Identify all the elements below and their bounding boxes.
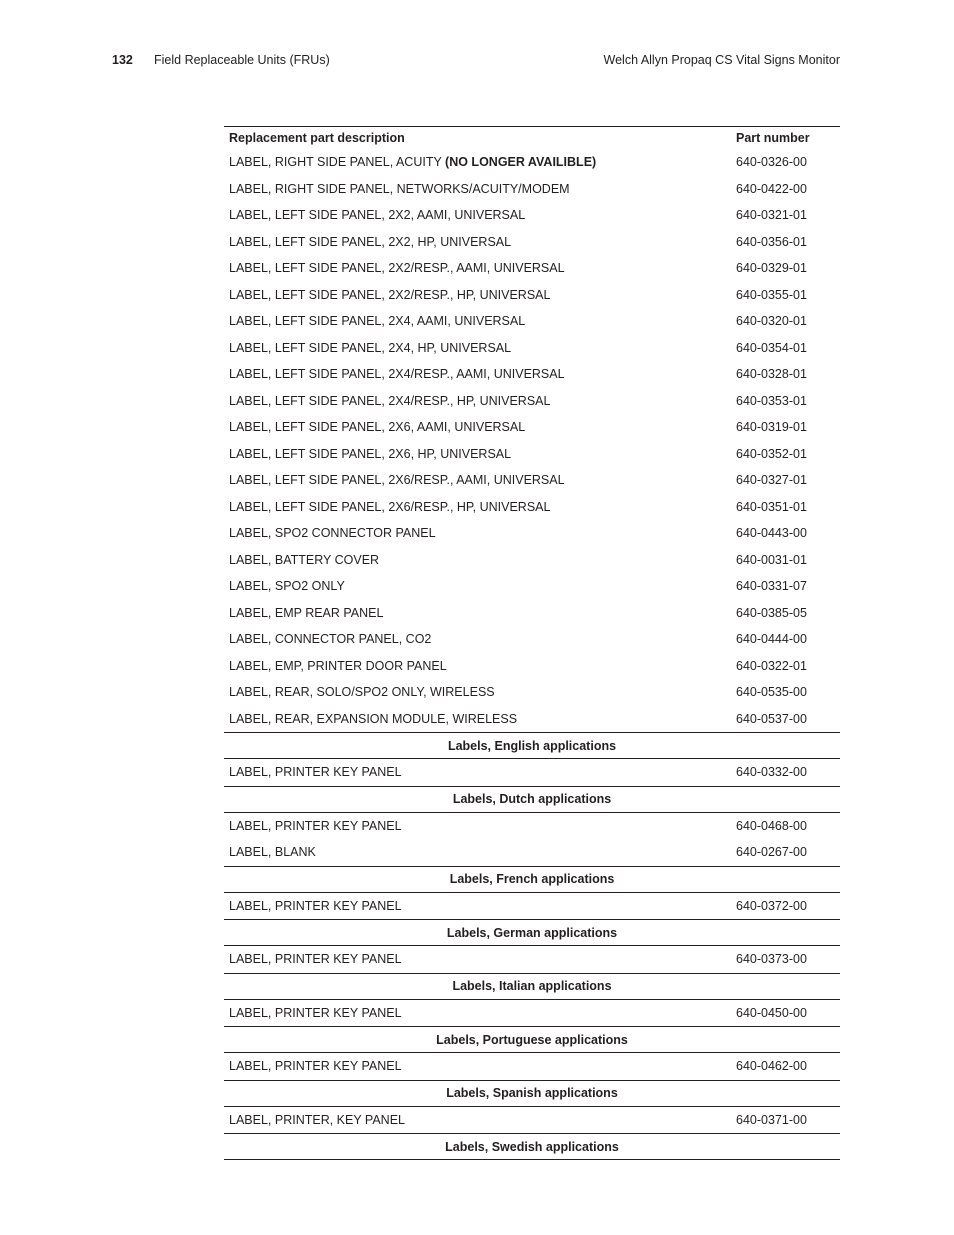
table-row (224, 414, 840, 441)
description-text: LABEL, SPO2 ONLY (229, 579, 345, 594)
part-description (224, 341, 732, 355)
part-description (224, 394, 732, 408)
part-number: 640-0422-00 (736, 181, 807, 196)
table-row (224, 441, 840, 468)
part-description (224, 235, 732, 249)
part-description (224, 500, 732, 514)
language-group (224, 1080, 840, 1134)
table-row (224, 679, 840, 706)
language-group (224, 919, 840, 973)
group-heading: Labels, Swedish applications (224, 1134, 840, 1160)
table-row (224, 308, 840, 335)
column-header-description: Replacement part description (229, 131, 405, 145)
description-text: LABEL, LEFT SIDE PANEL, 2X4, HP, UNIVERSAL (229, 340, 512, 355)
description-text: LABEL, LEFT SIDE PANEL, 2X2/RESP., AAMI, UNIVERSAL (229, 261, 565, 276)
table-row (224, 494, 840, 521)
table-row (224, 1000, 840, 1027)
group-heading: Labels, English applications (224, 733, 840, 759)
language-groups (224, 732, 840, 1160)
part-number: 640-0327-01 (736, 473, 807, 488)
part-number: 640-0329-01 (736, 261, 807, 276)
description-text: LABEL, LEFT SIDE PANEL, 2X2, HP, UNIVERSAL (229, 234, 512, 249)
description-text: LABEL, PRINTER KEY PANEL (229, 765, 402, 780)
table-row (224, 149, 840, 176)
part-description (224, 579, 732, 593)
part-number: 640-0352-01 (736, 446, 807, 461)
table-row (224, 1107, 840, 1134)
language-group (224, 732, 840, 786)
language-group (224, 866, 840, 920)
table-row (224, 626, 840, 653)
table-row (224, 706, 840, 733)
description-text: LABEL, LEFT SIDE PANEL, 2X6/RESP., AAMI, UNIVERSAL (229, 473, 565, 488)
section-title: Field Replaceable Units (FRUs) (154, 53, 330, 67)
table-row (224, 255, 840, 282)
part-number: 640-0356-01 (736, 234, 807, 249)
table-row (224, 813, 840, 840)
description-text: LABEL, EMP REAR PANEL (229, 605, 384, 620)
part-number: 640-0371-00 (736, 1112, 807, 1127)
description-text: LABEL, CONNECTOR PANEL, CO2 (229, 632, 432, 647)
description-text: LABEL, LEFT SIDE PANEL, 2X2/RESP., HP, UNIVERSAL (229, 287, 551, 302)
language-group (224, 1026, 840, 1080)
part-number: 640-0354-01 (736, 340, 807, 355)
part-number: 640-0535-00 (736, 685, 807, 700)
part-number: 640-0321-01 (736, 208, 807, 223)
description-text: LABEL, BLANK (229, 845, 316, 860)
language-group (224, 1133, 840, 1160)
part-description (224, 606, 732, 620)
description-text: LABEL, PRINTER KEY PANEL (229, 818, 402, 833)
table-row (224, 202, 840, 229)
table-row (224, 335, 840, 362)
part-description (224, 845, 732, 859)
part-description (224, 1006, 732, 1020)
part-description (224, 473, 732, 487)
table-row (224, 361, 840, 388)
part-description (224, 182, 732, 196)
table-row (224, 600, 840, 627)
part-description (224, 1059, 732, 1073)
table-row (224, 520, 840, 547)
part-description (224, 314, 732, 328)
description-text: LABEL, LEFT SIDE PANEL, 2X6, HP, UNIVERSAL (229, 446, 512, 461)
part-number: 640-0444-00 (736, 632, 807, 647)
table-row (224, 282, 840, 309)
part-description (224, 553, 732, 567)
part-number: 640-0443-00 (736, 526, 807, 541)
part-number: 640-0462-00 (736, 1059, 807, 1074)
language-group (224, 973, 840, 1027)
column-header-part-number: Part number (736, 131, 810, 145)
part-description (224, 526, 732, 540)
table-row (224, 839, 840, 866)
table-header (224, 127, 840, 149)
part-description (224, 632, 732, 646)
table-row (224, 547, 840, 574)
description-text: LABEL, RIGHT SIDE PANEL, NETWORKS/ACUITY/MODEM (229, 181, 570, 196)
language-group (224, 786, 840, 866)
description-text: LABEL, LEFT SIDE PANEL, 2X4/RESP., AAMI, UNIVERSAL (229, 367, 565, 382)
part-number: 640-0450-00 (736, 1005, 807, 1020)
table-row (224, 229, 840, 256)
part-description (224, 659, 732, 673)
table-row (224, 893, 840, 920)
description-text: LABEL, PRINTER KEY PANEL (229, 1059, 402, 1074)
part-description (224, 288, 732, 302)
part-number: 640-0332-00 (736, 765, 807, 780)
part-description (224, 367, 732, 381)
table-row (224, 176, 840, 203)
part-number: 640-0537-00 (736, 711, 807, 726)
part-description (224, 261, 732, 275)
table-row (224, 653, 840, 680)
part-number: 640-0468-00 (736, 818, 807, 833)
description-text: LABEL, LEFT SIDE PANEL, 2X2, AAMI, UNIVERSAL (229, 208, 526, 223)
group-heading: Labels, Portuguese applications (224, 1027, 840, 1053)
part-description (224, 685, 732, 699)
description-text: LABEL, LEFT SIDE PANEL, 2X4/RESP., HP, UNIVERSAL (229, 393, 551, 408)
part-number: 640-0320-01 (736, 314, 807, 329)
part-description (224, 1113, 732, 1127)
table-row (224, 388, 840, 415)
group-heading: Labels, German applications (224, 920, 840, 946)
part-number: 640-0385-05 (736, 605, 807, 620)
description-text: LABEL, EMP, PRINTER DOOR PANEL (229, 658, 447, 673)
table-row (224, 573, 840, 600)
table-row (224, 759, 840, 786)
description-text: LABEL, PRINTER KEY PANEL (229, 952, 402, 967)
part-number: 640-0031-01 (736, 552, 807, 567)
part-number: 640-0355-01 (736, 287, 807, 302)
description-text: LABEL, REAR, EXPANSION MODULE, WIRELESS (229, 711, 518, 726)
part-number: 640-0328-01 (736, 367, 807, 382)
description-text: LABEL, PRINTER, KEY PANEL (229, 1112, 405, 1127)
part-description (224, 447, 732, 461)
description-text: LABEL, PRINTER KEY PANEL (229, 1005, 402, 1020)
part-number: 640-0322-01 (736, 658, 807, 673)
part-number: 640-0319-01 (736, 420, 807, 435)
availability-note: (NO LONGER AVAILIBLE) (445, 155, 597, 170)
group-heading: Labels, French applications (224, 867, 840, 893)
group-heading: Labels, Dutch applications (224, 787, 840, 813)
part-number: 640-0326-00 (736, 155, 807, 170)
document-title: Welch Allyn Propaq CS Vital Signs Monitor (603, 53, 840, 67)
part-description (224, 155, 732, 169)
description-text: LABEL, LEFT SIDE PANEL, 2X6/RESP., HP, UNIVERSAL (229, 499, 551, 514)
part-description (224, 819, 732, 833)
group-heading: Labels, Italian applications (224, 974, 840, 1000)
page-number: 132 (112, 53, 133, 67)
part-number: 640-0351-01 (736, 499, 807, 514)
part-number: 640-0372-00 (736, 898, 807, 913)
part-number: 640-0373-00 (736, 952, 807, 967)
description-text: LABEL, SPO2 CONNECTOR PANEL (229, 526, 436, 541)
description-text: LABEL, LEFT SIDE PANEL, 2X6, AAMI, UNIVERSAL (229, 420, 526, 435)
part-description (224, 712, 732, 726)
table-row (224, 946, 840, 973)
part-description (224, 420, 732, 434)
parts-table (224, 126, 840, 1160)
table-row (224, 467, 840, 494)
description-text: LABEL, PRINTER KEY PANEL (229, 898, 402, 913)
part-description (224, 952, 732, 966)
table-row (224, 1053, 840, 1080)
description-text: LABEL, LEFT SIDE PANEL, 2X4, AAMI, UNIVERSAL (229, 314, 526, 329)
description-text: LABEL, RIGHT SIDE PANEL, ACUITY (229, 155, 446, 170)
description-text: LABEL, REAR, SOLO/SPO2 ONLY, WIRELESS (229, 685, 495, 700)
part-number: 640-0267-00 (736, 845, 807, 860)
description-text: LABEL, BATTERY COVER (229, 552, 380, 567)
part-description (224, 765, 732, 779)
group-heading: Labels, Spanish applications (224, 1081, 840, 1107)
part-number: 640-0353-01 (736, 393, 807, 408)
part-description (224, 899, 732, 913)
part-description (224, 208, 732, 222)
table-body (224, 149, 840, 732)
part-number: 640-0331-07 (736, 579, 807, 594)
